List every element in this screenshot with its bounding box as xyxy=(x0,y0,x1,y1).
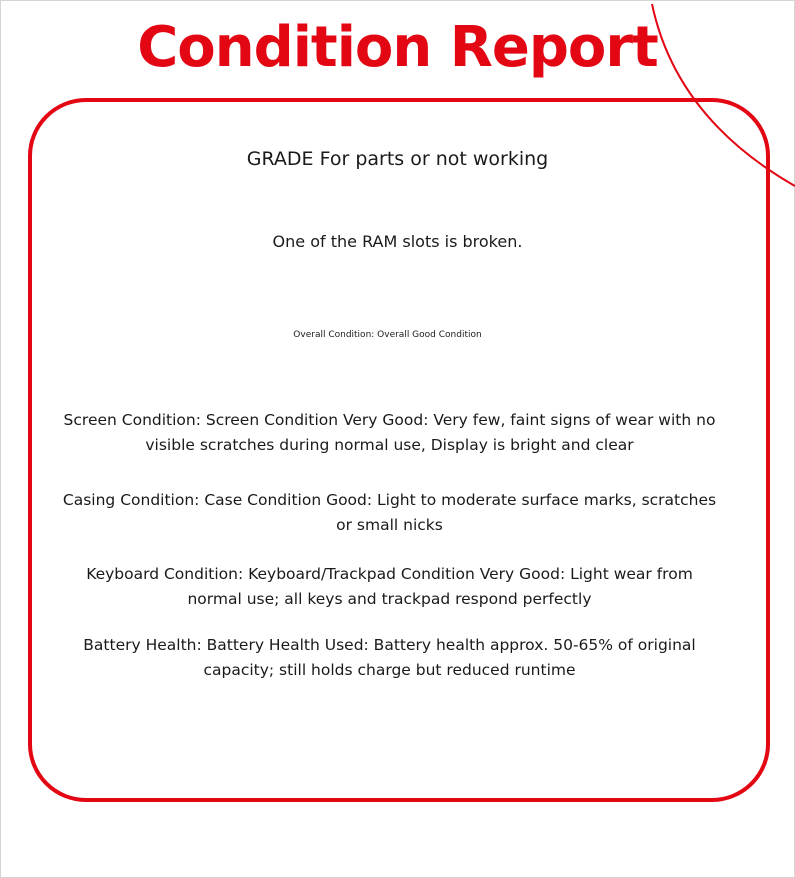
keyboard-condition-text: Keyboard Condition: Keyboard/Trackpad Condition Very Good: Light wear from normal use; all keys and trackpad respond perfectly xyxy=(86,565,693,608)
overall-condition-text: Overall Condition: Overall Good Condition xyxy=(293,330,482,340)
grade-text: GRADE For parts or not working xyxy=(246,148,549,170)
battery-health-text: Battery Health: Battery Health Used: Battery health approx. 50-65% of original capacity; still holds charge but reduced runtime xyxy=(83,636,696,679)
note-text: One of the RAM slots is broken. xyxy=(272,232,523,251)
report-title: Condition Report xyxy=(137,15,658,80)
screen-condition-text: Screen Condition: Screen Condition Very Good: Very few, faint signs of wear with no visible scratches during normal use, Display is bright and clear xyxy=(63,411,716,454)
casing-condition-text: Casing Condition: Case Condition Good: Light to moderate surface marks, scratches or small nicks xyxy=(62,491,717,534)
